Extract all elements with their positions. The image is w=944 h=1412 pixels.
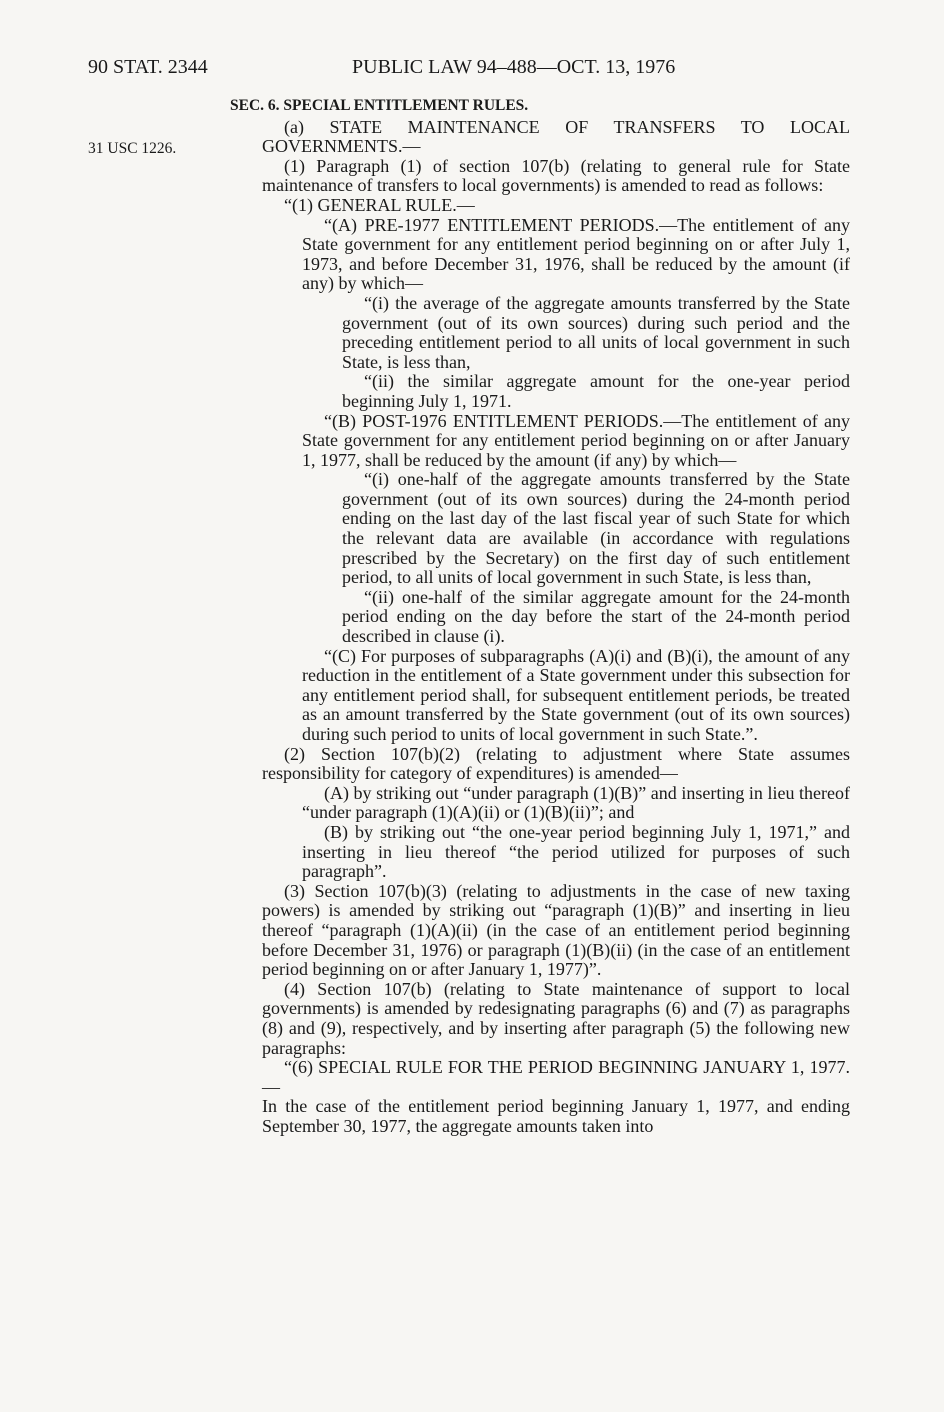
margin-citation: 31 USC 1226. (88, 140, 177, 157)
subparagraph-B: “(B) POST-1976 ENTITLEMENT PERIODS.—The entitlement of any State government for any entitlement period beginning on or after January 1, 1977, shall be reduced by the amount (if any) by which— (302, 410, 850, 470)
page-stat-number: 90 STAT. 2344 (88, 56, 208, 78)
subparagraph-C: “(C) For purposes of subparagraphs (A)(i) and (B)(i), the amount of any reduction in the entitlement of a State government under this subsection for any entitlement period shall, for subsequent entitlement periods, be treated as an amount transferred by the State government (out of its own sources) during such period to units of local government in such State.”. (302, 645, 850, 744)
paragraph-1: (1) Paragraph (1) of section 107(b) (relating to general rule for State maintenance of transfers to local governments) is amended to read as follows: (262, 155, 850, 196)
paragraph-6-heading: “(6) SPECIAL RULE FOR THE PERIOD BEGINNING JANUARY 1, 1977.— (262, 1057, 850, 1097)
paragraph-4: (4) Section 107(b) (relating to State maintenance of support to local governments) is amended by redesignating paragraphs (6) and (7) as paragraphs (8) and (9), respectively, and by inserting after paragraph (5) the following new paragraphs: (262, 978, 850, 1058)
subsection-a-heading: (a) STATE MAINTENANCE OF TRANSFERS TO LOCAL GOVERNMENTS.— (262, 116, 850, 157)
running-header: PUBLIC LAW 94–488—OCT. 13, 1976 (352, 56, 676, 78)
clause-A-ii: “(ii) the similar aggregate amount for the one-year period beginning July 1, 1971. (342, 371, 850, 411)
clause-A-i: “(i) the average of the aggregate amounts transferred by the State government (out of its own sources) during such period and the preceding entitlement period to all units of local government in such State, is less than, (342, 292, 850, 372)
paragraph-2-A: (A) by striking out “under paragraph (1)(B)” and inserting in lieu thereof “under paragraph (1)(A)(ii) or (1)(B)(ii)”; and (302, 782, 850, 823)
paragraph-6-text: In the case of the entitlement period beginning January 1, 1977, and ending September 30, 1977, the aggregate amounts taken into (262, 1096, 850, 1136)
paragraph-3: (3) Section 107(b)(3) (relating to adjustments in the case of new taxing powers) is amended by striking out “paragraph (1)(B)” and inserting in lieu thereof “paragraph (1)(A)(ii) (in the case of an entitlement period beginning before December 31, 1976) or paragraph (1)(B)(ii) (in the case of an entitlement period beginning on or after January 1, 1977)”. (262, 880, 850, 980)
clause-B-ii: “(ii) one-half of the similar aggregate amount for the 24-month period ending on the day before the start of the 24-month period described in clause (i). (342, 586, 850, 647)
section-heading: SEC. 6. SPECIAL ENTITLEMENT RULES. (230, 97, 529, 114)
subparagraph-A: “(A) PRE-1977 ENTITLEMENT PERIODS.—The entitlement of any State government for any entitlement period beginning on or after July 1, 1973, and before December 31, 1976, shall be reduced by the amount (if any) by which— (302, 214, 850, 294)
general-rule-heading: “(1) GENERAL RULE.— (284, 194, 475, 215)
paragraph-2: (2) Section 107(b)(2) (relating to adjustment where State assumes responsibility for category of expenditures) is amended— (262, 743, 850, 784)
clause-B-i: “(i) one-half of the aggregate amounts transferred by the State government (out of its own sources) during the 24-month period ending on the last day of the last fiscal year of such State for which the relevant data are available (in accordance with regulations prescribed by the Secretary) on the first day of such entitlement period, to all units of local government in such State, is less than, (342, 469, 850, 588)
document-body (230, 96, 850, 1136)
paragraph-2-B: (B) by striking out “the one-year period beginning July 1, 1971,” and inserting in lieu thereof “the period utilized for purposes of such paragraph”. (302, 821, 850, 882)
